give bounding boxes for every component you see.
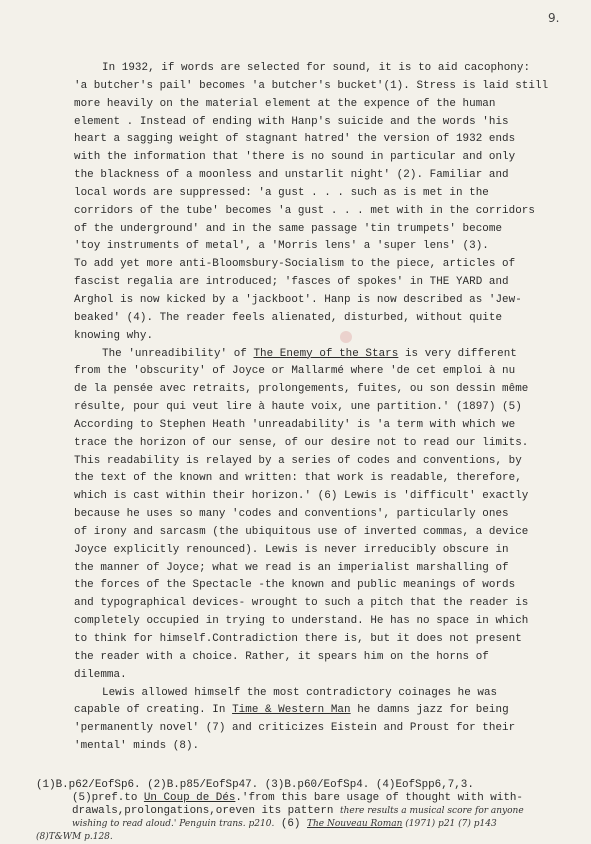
text-run: more heavily on the material element at the expence of the human bbox=[74, 97, 496, 110]
text-run: heart a sagging weight of stagnant hatred' the version of 1932 ends bbox=[74, 133, 516, 146]
text-line bbox=[74, 96, 586, 114]
text-line bbox=[74, 114, 586, 132]
text-run: and typographical devices- wrought to such a pitch that the reader is bbox=[74, 597, 529, 610]
text-line bbox=[74, 649, 586, 667]
text-line bbox=[74, 346, 586, 364]
footnote-line bbox=[36, 818, 586, 831]
text-line bbox=[74, 577, 586, 595]
text-run: he damns jazz for being bbox=[350, 704, 509, 717]
text-line bbox=[74, 185, 586, 203]
text-line bbox=[74, 488, 586, 506]
text-line bbox=[74, 613, 586, 631]
text-run: the reader with a choice. Rather, it spears him on the horns of bbox=[74, 650, 489, 663]
text-line bbox=[74, 149, 586, 167]
text-run: 'mental' minds (8). bbox=[74, 740, 200, 753]
text-run: of irony and sarcasm (the ubiquitous use of inverted commas, a device bbox=[74, 525, 529, 538]
text-run: drawals,prolongations,oreven its pattern bbox=[72, 805, 340, 817]
text-run: dilemma. bbox=[74, 668, 127, 681]
text-run: .'from this bare usage of thought with with- bbox=[235, 792, 523, 804]
text-run: because he uses so many 'codes and conventions', particularly ones bbox=[74, 508, 509, 521]
text-line bbox=[74, 631, 586, 649]
page-number: 9. bbox=[548, 11, 560, 25]
text-line bbox=[74, 506, 586, 524]
handwritten-note: there results a musical score for anyone bbox=[339, 806, 524, 816]
text-run: is very different bbox=[398, 347, 517, 360]
footnote-line bbox=[36, 831, 586, 844]
text-run: element . Instead of ending with Hanp's suicide and the words 'his bbox=[74, 115, 509, 128]
text-run: 'permanently novel' (7) and criticizes Eistein and Proust for their bbox=[74, 722, 516, 735]
body-text bbox=[74, 60, 586, 756]
text-line bbox=[74, 292, 586, 310]
text-run: completely occupied in trying to understand. He has no space in which bbox=[74, 615, 529, 628]
text-line bbox=[74, 381, 586, 399]
text-line bbox=[74, 78, 586, 96]
footnote-line bbox=[36, 779, 586, 792]
text-line bbox=[74, 453, 586, 471]
text-run: (5)pref.to bbox=[72, 792, 144, 804]
text-run: According to Stephen Heath 'unreadability' is 'a term with which we bbox=[74, 418, 516, 431]
text-run: résulte, pour qui veut lire à haute voix, une partition.' (1897) (5) bbox=[74, 401, 522, 414]
footnote-line bbox=[36, 792, 586, 805]
text-line bbox=[74, 435, 586, 453]
text-run: which is cast within their horizon.' (6) Lewis is 'difficult' exactly bbox=[74, 490, 529, 503]
text-run: 'a butcher's pail' becomes 'a butcher's bucket'(1). Stress is laid still bbox=[74, 79, 549, 92]
text-run: de la pensée avec retraits, prolongements, fuites, ou son dessin même bbox=[74, 383, 529, 396]
underlined-title: The Nouveau Roman bbox=[307, 819, 403, 829]
handwritten-note: (1971) p21 (7) p143 bbox=[402, 819, 497, 829]
text-run: The 'unreadibility' of bbox=[102, 347, 254, 360]
text-line bbox=[74, 595, 586, 613]
handwritten-note: wishing to read aloud.' Penguin trans. p210. bbox=[72, 819, 275, 829]
text-run: corridors of the tube' becomes 'a gust . . . met with in the corridors bbox=[74, 204, 535, 217]
footnote-line bbox=[36, 805, 586, 818]
text-run: To add yet more anti-Bloomsbury-Socialism to the piece, articles of bbox=[74, 258, 516, 271]
text-line bbox=[74, 738, 586, 756]
text-line bbox=[74, 417, 586, 435]
text-run: Lewis allowed himself the most contradictory coinages he was bbox=[102, 686, 498, 699]
text-line bbox=[74, 667, 586, 685]
text-run: the manner of Joyce; what we read is an imperialist marshalling of bbox=[74, 561, 509, 574]
text-line bbox=[74, 685, 586, 703]
footnotes bbox=[36, 779, 586, 844]
text-run: 'toy instruments of metal', a 'Morris lens' a 'super lens' (3). bbox=[74, 240, 489, 253]
text-line bbox=[74, 560, 586, 578]
text-run: In 1932, if words are selected for sound, it is to aid cacophony: bbox=[102, 62, 531, 74]
text-line bbox=[74, 310, 586, 328]
text-run: to think for himself.Contradiction there is, but it does not present bbox=[74, 633, 522, 645]
handwritten-note: (8)T&WM p.128. bbox=[36, 832, 113, 842]
text-run: Arghol is now kicked by a 'jackboot'. Hanp is now described as 'Jew- bbox=[74, 293, 522, 306]
text-run: (1)B.p62/EofSp6. (2)B.p85/EofSp47. (3)B.p60/EofSp4. (4)EofSpp6,7,3. bbox=[36, 779, 474, 791]
text-line bbox=[74, 167, 586, 185]
text-line bbox=[74, 542, 586, 560]
text-run: the text of the known and written: that work is readable, therefore, bbox=[74, 472, 522, 485]
text-line bbox=[74, 274, 586, 292]
text-run: the forces of the Spectacle -the known and public meanings of words bbox=[74, 579, 516, 592]
underlined-title: Un Coup de Dés bbox=[143, 792, 236, 804]
text-line bbox=[74, 256, 586, 274]
text-run: This readability is relayed by a series of codes and conventions, by bbox=[74, 454, 522, 467]
text-line bbox=[74, 524, 586, 542]
underlined-title: The Enemy of the Stars bbox=[253, 347, 399, 360]
text-line bbox=[74, 328, 586, 346]
text-run: local words are suppressed: 'a gust . . . such as is met in the bbox=[74, 186, 489, 199]
text-line bbox=[74, 221, 586, 239]
text-run: beaked' (4). The reader feels alienated, disturbed, without quite bbox=[74, 311, 503, 324]
text-run: fascist regalia are introduced; 'fasces of spokes' in THE YARD and bbox=[74, 276, 509, 289]
text-line bbox=[74, 720, 586, 738]
text-line bbox=[74, 399, 586, 417]
text-run: trace the horizon of our sense, of our desire not to read our limits. bbox=[74, 436, 529, 449]
text-line bbox=[74, 363, 586, 381]
text-run: Joyce explicitly renounced). Lewis is never irreducibly obscure in bbox=[74, 543, 509, 556]
text-run: knowing why. bbox=[74, 329, 154, 342]
text-run: the blackness of a moonless and unstarlit night' (2). Familiar and bbox=[74, 169, 509, 182]
text-line bbox=[74, 470, 586, 488]
text-line bbox=[74, 702, 586, 720]
text-line bbox=[74, 203, 586, 221]
text-run: from the 'obscurity' of Joyce or Mallarmé where 'de cet emploi à nu bbox=[74, 365, 516, 378]
text-run: capable of creating. In bbox=[74, 704, 233, 717]
text-run: of the underground' and in the same passage 'tin trumpets' become bbox=[74, 222, 503, 235]
text-run: with the information that 'there is no sound in particular and only bbox=[74, 151, 516, 164]
underlined-title: Time & Western Man bbox=[232, 704, 351, 717]
text-line bbox=[74, 131, 586, 149]
text-line bbox=[74, 60, 586, 78]
text-line bbox=[74, 238, 586, 256]
text-run: (6) bbox=[274, 818, 307, 830]
